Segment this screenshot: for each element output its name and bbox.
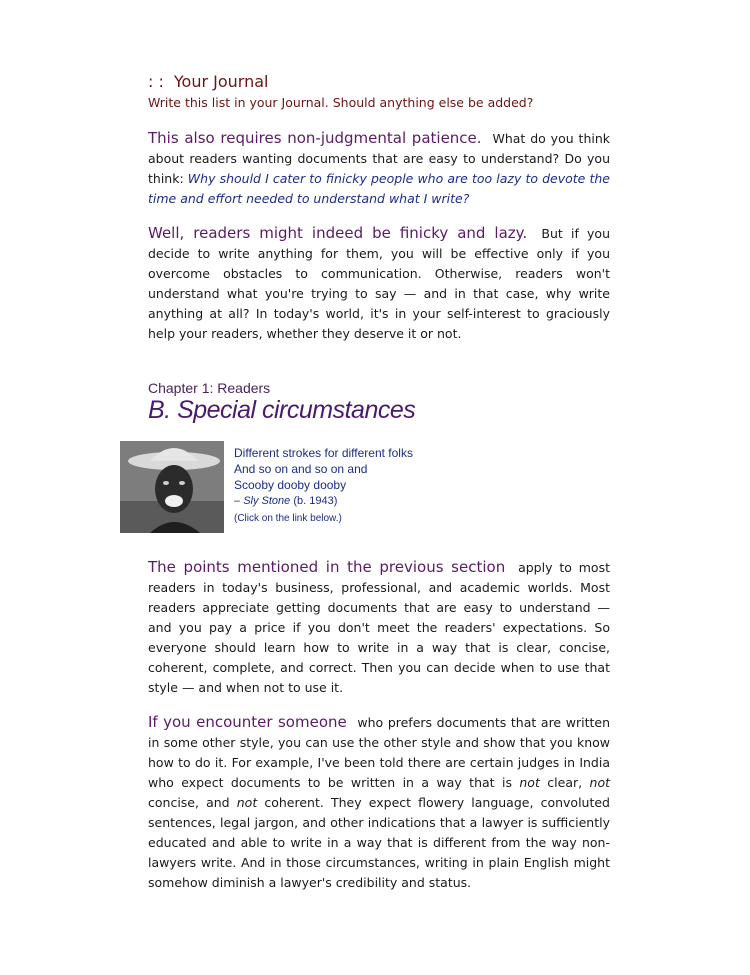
lyric-line: And so on and so on and [234, 462, 368, 476]
paragraph-lead: This also requires non-judgmental patience. [148, 129, 482, 147]
journal-subtitle: Write this list in your Journal. Should anything else be added? [148, 95, 534, 110]
section-title: B. Special circumstances [148, 396, 416, 424]
chapter-label: Chapter 1: Readers [148, 380, 271, 396]
paragraph-patience [148, 128, 610, 209]
epigraph-text [234, 445, 413, 527]
lyric-line: Scooby dooby dooby [234, 478, 347, 492]
paragraph-lead: If you encounter someone [148, 713, 347, 731]
emphasis-not: not [589, 775, 610, 790]
paragraph-finicky [148, 223, 610, 344]
paragraph-text: who prefers documents that are written in some other style, you can use the other style and show that you know how to do it. For example, I've been told there are certain judges in India who expect documents to be written in a way that is [148, 715, 611, 790]
portrait-image [120, 441, 224, 533]
paragraph-points [148, 557, 610, 698]
paragraph-text: concise, and [148, 795, 237, 810]
journal-colons: : : [148, 72, 164, 91]
paragraph-lead: Well, readers might indeed be finicky and lazy. [148, 224, 528, 242]
attribution-years: (b. 1943) [290, 495, 338, 507]
paragraph-text: What do you think about readers wanting documents that are easy to understand? Do you think: [148, 131, 610, 186]
paragraph-encounter [148, 712, 610, 893]
inline-quote: Why should I cater to finicky people who are too lazy to devote the time and effort needed to understand what I write? [148, 171, 610, 206]
paragraph-text: clear, [539, 775, 590, 790]
journal-heading [148, 72, 610, 91]
emphasis-not: not [519, 775, 540, 790]
attribution-dash: – [234, 495, 244, 507]
paragraph-lead: The points mentioned in the previous section [148, 558, 506, 576]
paragraph-text: coherent. They expect flowery language, convoluted sentences, legal jargon, and other indications that a lawyer is sufficiently educated and able to write in a way that is different from the way non-lawyers write. And in those circumstances, writing in plain English might somehow diminish a lawyer's credibility and status. [148, 795, 610, 890]
click-link-note[interactable]: (Click on the link below.) [234, 513, 342, 524]
epigraph-attribution [234, 493, 413, 509]
portrait-photo[interactable] [120, 441, 224, 533]
document-page [148, 72, 610, 907]
attribution-author: Sly Stone [243, 495, 291, 507]
paragraph-text: But if you decide to write anything for them, you will be effective only if you overcome obstacles to communication. Otherwise, readers won't understand what you're trying to say — and in that case, why write anything at all? In today's world, it's in your self-interest to graciously help your readers, whether they deserve it or not. [148, 226, 611, 341]
lyric-line: Different strokes for different folks [234, 446, 413, 460]
journal-title: Your Journal [173, 72, 269, 91]
epigraph [120, 441, 610, 533]
emphasis-not: not [236, 795, 258, 810]
paragraph-text: apply to most readers in today's business, professional, and academic worlds. Most readers appreciate getting documents that are easy to understand — and you pay a price if you don't meet the readers' expectations. So everyone should learn how to write in a way that is clear, concise, coherent, complete, and correct. Then you can decide when to use that style — and when not to use it. [148, 560, 610, 695]
